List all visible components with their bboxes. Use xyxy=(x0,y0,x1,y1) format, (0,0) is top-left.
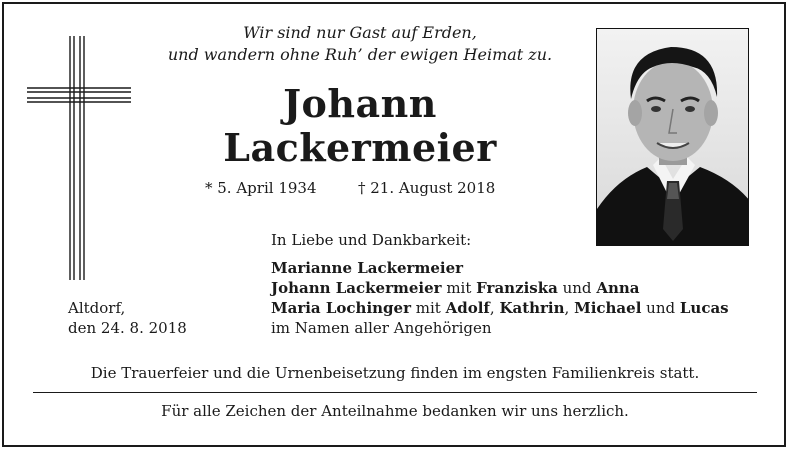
connector-text: , xyxy=(489,299,500,317)
mourner-line-3 xyxy=(271,298,729,318)
death-date: † 21. August 2018 xyxy=(358,179,496,197)
connector-text: , xyxy=(564,299,575,317)
mourner-name: Anna xyxy=(596,279,640,297)
mourner-name: Maria Lochinger xyxy=(271,299,411,317)
connector-text: mit xyxy=(411,299,446,317)
birth-date: * 5. April 1934 xyxy=(205,179,317,197)
mourner-name: Adolf xyxy=(445,299,490,317)
cross-icon xyxy=(27,36,131,280)
funeral-note: Die Trauerfeier und die Urnenbeisetzung finden im engsten Familienkreis statt. xyxy=(90,364,700,382)
thanks-note: Für alle Zeichen der Anteilnahme bedanken wir uns herzlich. xyxy=(161,402,629,420)
connector-text: mit xyxy=(441,279,477,297)
mourner-name: Lucas xyxy=(679,299,729,317)
mourner-name: Michael xyxy=(574,299,642,317)
place-text: Altdorf, xyxy=(68,299,126,317)
first-name: Johann xyxy=(283,81,437,126)
mourner-line-4: im Namen aller Angehörigen xyxy=(271,319,492,337)
motto-line-1: Wir sind nur Gast auf Erden, xyxy=(243,23,477,42)
connector-text: und xyxy=(557,279,597,297)
mourners-intro: In Liebe und Dankbarkeit: xyxy=(271,231,472,249)
mourner-name: Johann Lackermeier xyxy=(271,279,442,297)
notice-date: den 24. 8. 2018 xyxy=(68,319,187,337)
mourner-line-1: Marianne Lackermeier xyxy=(271,259,464,277)
mourner-name: Franziska xyxy=(476,279,558,297)
divider-line xyxy=(33,392,757,393)
portrait-photo xyxy=(596,28,749,246)
connector-text: und xyxy=(641,299,680,317)
mourner-line-2 xyxy=(271,278,639,298)
motto-line-2: und wandern ohne Ruh’ der ewigen Heimat zu. xyxy=(167,45,553,64)
last-name: Lackermeier xyxy=(223,125,497,170)
mourner-name: Kathrin xyxy=(499,299,565,317)
